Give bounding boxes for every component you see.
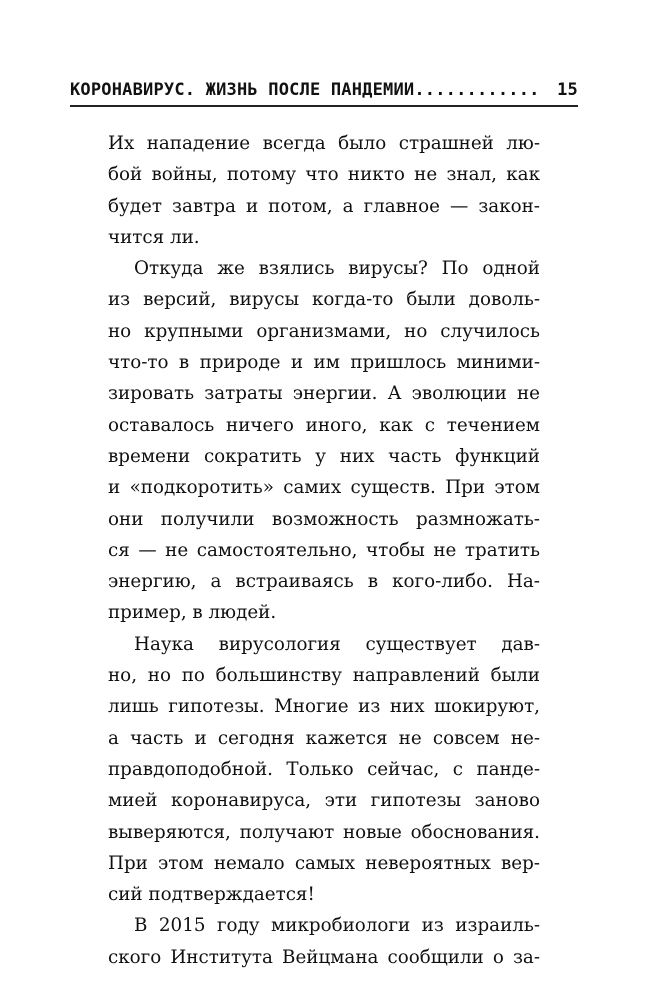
running-header [70, 80, 578, 100]
text-line: Их нападение всегда было страшней лю- [108, 133, 540, 154]
text-line: В 2015 году микробиологи из израиль- [134, 915, 540, 937]
text-line: бой войны, потому что никто не знал, как [108, 164, 540, 186]
text-line: времени сократить у них часть функций [108, 445, 540, 467]
text-line: лишь гипотезы. Многие из них шокируют, [108, 696, 540, 718]
text-line: Наука вирусология существует дав- [134, 633, 540, 655]
text-line: оставалось ничего иного, как с течением [108, 414, 540, 436]
text-line: Откуда же взялись вирусы? По одной [134, 258, 540, 280]
text-line: из версий, вирусы когда-то были доволь- [108, 289, 540, 311]
text-line: правдоподобной. Только сейчас, с панде- [108, 758, 540, 780]
text-line: но, но по большинству направлений были [108, 665, 540, 687]
text-line: они получили возможность размножать- [108, 508, 540, 530]
body-text [108, 128, 540, 973]
text-line: сий подтверждается! [108, 884, 315, 906]
text-line: и «подкоротить» самих существ. При этом [108, 477, 540, 499]
running-header-title: КОРОНАВИРУС. ЖИЗНЬ ПОСЛЕ ПАНДЕМИИ............ [70, 80, 540, 100]
header-rule [70, 105, 578, 107]
text-line: ся — не самостоятельно, чтобы не тратить [108, 539, 540, 561]
text-line: При этом немало самых невероятных вер- [108, 852, 540, 874]
text-line: но крупными организмами, но случилось [108, 320, 540, 342]
text-line: будет завтра и потом, а главное — закон- [108, 195, 540, 217]
text-line: чится ли. [108, 226, 200, 248]
text-line: ского Института Вейцмана сообщили о за- [108, 946, 540, 968]
text-line: что-то в природе и им пришлось миними- [108, 352, 540, 374]
text-line: пример, в людей. [108, 602, 277, 624]
text-line: энергию, а встраиваясь в кого-либо. На- [108, 571, 540, 593]
text-line: выверяются, получают новые обоснования. [108, 821, 540, 843]
page-number: 15 [557, 80, 578, 100]
text-line: зировать затраты энергии. А эволюции не [108, 383, 540, 405]
text-line: мией коронавируса, эти гипотезы заново [108, 790, 540, 812]
text-line: а часть и сегодня кажется не совсем не- [108, 727, 540, 749]
